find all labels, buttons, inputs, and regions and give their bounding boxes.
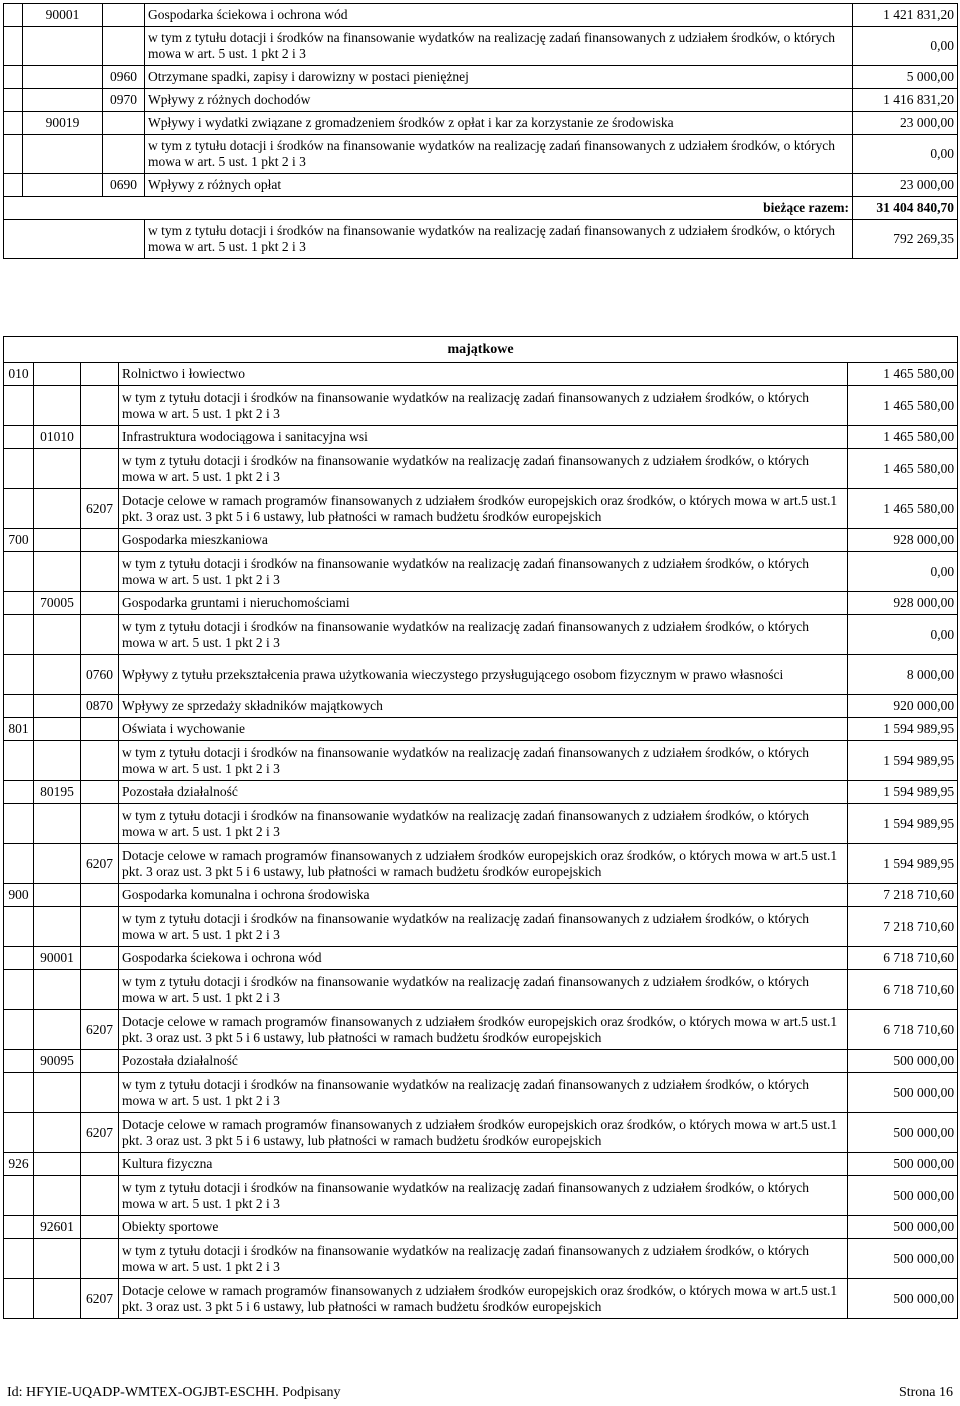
paragraph-code <box>81 884 119 907</box>
division-code <box>4 1239 34 1279</box>
item-name: Gospodarka ściekowa i ochrona wód <box>145 4 853 27</box>
chapter-code <box>34 970 81 1010</box>
chapter-code <box>34 655 81 695</box>
item-name: Oświata i wychowanie <box>119 718 848 741</box>
item-name: w tym z tytułu dotacji i środków na finansowanie wydatków na realizację zadań finansowanych z udziałem środków, o których mowa w art. 5 ust. 1 pkt 2 i 3 <box>119 804 848 844</box>
item-name: w tym z tytułu dotacji i środków na finansowanie wydatków na realizację zadań finansowanych z udziałem środków, o których mowa w art. 5 ust. 1 pkt 2 i 3 <box>119 1073 848 1113</box>
item-value: 928 000,00 <box>848 592 958 615</box>
table-row <box>4 1050 958 1073</box>
paragraph-code: 6207 <box>81 844 119 884</box>
paragraph-code: 0690 <box>103 174 145 197</box>
paragraph-code <box>81 615 119 655</box>
table-row <box>4 884 958 907</box>
item-value: 500 000,00 <box>848 1216 958 1239</box>
section-header: majątkowe <box>4 337 958 363</box>
item-name: w tym z tytułu dotacji i środków na finansowanie wydatków na realizację zadań finansowanych z udziałem środków, o których mowa w art. 5 ust. 1 pkt 2 i 3 <box>119 615 848 655</box>
item-name: w tym z tytułu dotacji i środków na finansowanie wydatków na realizację zadań finansowanych z udziałem środków, o których mowa w art. 5 ust. 1 pkt 2 i 3 <box>145 27 853 66</box>
division-code <box>4 615 34 655</box>
summary-note-row <box>4 220 958 259</box>
item-value: 500 000,00 <box>848 1279 958 1319</box>
table-row <box>4 66 958 89</box>
current-income-table <box>3 3 958 259</box>
paragraph-code: 6207 <box>81 489 119 529</box>
chapter-code: 90001 <box>23 4 103 27</box>
chapter-code <box>34 386 81 426</box>
paragraph-code <box>81 1216 119 1239</box>
item-name: Gospodarka ściekowa i ochrona wód <box>119 947 848 970</box>
paragraph-code <box>81 1153 119 1176</box>
item-name: w tym z tytułu dotacji i środków na finansowanie wydatków na realizację zadań finansowanych z udziałem środków, o których mowa w art. 5 ust. 1 pkt 2 i 3 <box>119 386 848 426</box>
division-code <box>4 1176 34 1216</box>
item-value: 5 000,00 <box>853 66 958 89</box>
table-row <box>4 1279 958 1319</box>
chapter-code: 90019 <box>23 112 103 135</box>
division-code <box>4 844 34 884</box>
table-row <box>4 1113 958 1153</box>
paragraph-code: 6207 <box>81 1010 119 1050</box>
division-code: 900 <box>4 884 34 907</box>
paragraph-code <box>103 27 145 66</box>
item-value: 1 594 989,95 <box>848 804 958 844</box>
item-name: Wpływy i wydatki związane z gromadzeniem środków z opłat i kar za korzystanie ze środowiska <box>145 112 853 135</box>
summary-value: 31 404 840,70 <box>853 197 958 220</box>
item-name: w tym z tytułu dotacji i środków na finansowanie wydatków na realizację zadań finansowanych z udziałem środków, o których mowa w art. 5 ust. 1 pkt 2 i 3 <box>119 552 848 592</box>
table-row <box>4 552 958 592</box>
summary-row <box>4 197 958 220</box>
table-row <box>4 907 958 947</box>
item-name: Dotacje celowe w ramach programów finansowanych z udziałem środków europejskich oraz środków, o których mowa w art.5 ust.1 pkt. 3 oraz ust. 3 pkt 5 i 6 ustawy, lub płatności w ramach budżetu środków europejskich <box>119 1279 848 1319</box>
paragraph-code <box>103 4 145 27</box>
division-cell <box>4 89 23 112</box>
item-name: Dotacje celowe w ramach programów finansowanych z udziałem środków europejskich oraz środków, o których mowa w art.5 ust.1 pkt. 3 oraz ust. 3 pkt 5 i 6 ustawy, lub płatności w ramach budżetu środków europejskich <box>119 844 848 884</box>
table-row <box>4 386 958 426</box>
chapter-code <box>34 529 81 552</box>
table-row <box>4 112 958 135</box>
table-row <box>4 1176 958 1216</box>
table-row <box>4 174 958 197</box>
table-row <box>4 27 958 66</box>
table-row <box>4 1239 958 1279</box>
item-value: 1 465 580,00 <box>848 386 958 426</box>
item-value: 500 000,00 <box>848 1113 958 1153</box>
division-code <box>4 907 34 947</box>
chapter-code <box>34 695 81 718</box>
chapter-code: 90001 <box>34 947 81 970</box>
division-code <box>4 1073 34 1113</box>
paragraph-code <box>81 363 119 386</box>
table-row <box>4 844 958 884</box>
division-code <box>4 386 34 426</box>
paragraph-code <box>81 1073 119 1113</box>
chapter-code: 01010 <box>34 426 81 449</box>
item-name: Otrzymane spadki, zapisy i darowizny w postaci pieniężnej <box>145 66 853 89</box>
table-row <box>4 718 958 741</box>
item-name: Wpływy z różnych opłat <box>145 174 853 197</box>
page-number: Strona 16 <box>898 1385 953 1400</box>
item-value: 1 465 580,00 <box>848 426 958 449</box>
item-value: 1 465 580,00 <box>848 363 958 386</box>
paragraph-code <box>81 970 119 1010</box>
chapter-code <box>34 907 81 947</box>
division-cell <box>4 112 23 135</box>
item-name: Rolnictwo i łowiectwo <box>119 363 848 386</box>
item-name: Gospodarka gruntami i nieruchomościami <box>119 592 848 615</box>
table-row <box>4 655 958 695</box>
division-code: 010 <box>4 363 34 386</box>
item-name: Dotacje celowe w ramach programów finansowanych z udziałem środków europejskich oraz środków, o których mowa w art.5 ust.1 pkt. 3 oraz ust. 3 pkt 5 i 6 ustawy, lub płatności w ramach budżetu środków europejskich <box>119 1010 848 1050</box>
item-name: Pozostała działalność <box>119 1050 848 1073</box>
table-row <box>4 529 958 552</box>
item-name: w tym z tytułu dotacji i środków na finansowanie wydatków na realizację zadań finansowanych z udziałem środków, o których mowa w art. 5 ust. 1 pkt 2 i 3 <box>119 449 848 489</box>
division-code <box>4 1113 34 1153</box>
item-value: 920 000,00 <box>848 695 958 718</box>
chapter-code <box>34 552 81 592</box>
division-code: 926 <box>4 1153 34 1176</box>
chapter-code <box>34 741 81 781</box>
division-code: 801 <box>4 718 34 741</box>
table-row <box>4 135 958 174</box>
item-value: 928 000,00 <box>848 529 958 552</box>
division-code <box>4 1010 34 1050</box>
paragraph-code: 0760 <box>81 655 119 695</box>
table-row <box>4 426 958 449</box>
item-value: 500 000,00 <box>848 1073 958 1113</box>
item-value: 0,00 <box>853 135 958 174</box>
table-row <box>4 449 958 489</box>
item-value: 1 594 989,95 <box>848 718 958 741</box>
division-code <box>4 655 34 695</box>
item-value: 8 000,00 <box>848 655 958 695</box>
paragraph-code: 0970 <box>103 89 145 112</box>
item-name: w tym z tytułu dotacji i środków na finansowanie wydatków na realizację zadań finansowanych z udziałem środków, o których mowa w art. 5 ust. 1 pkt 2 i 3 <box>145 135 853 174</box>
item-name: Dotacje celowe w ramach programów finansowanych z udziałem środków europejskich oraz środków, o których mowa w art.5 ust.1 pkt. 3 oraz ust. 3 pkt 5 i 6 ustawy, lub płatności w ramach budżetu środków europejskich <box>119 1113 848 1153</box>
item-value: 500 000,00 <box>848 1176 958 1216</box>
division-code <box>4 970 34 1010</box>
paragraph-code: 0960 <box>103 66 145 89</box>
paragraph-code <box>81 907 119 947</box>
summary-note-value: 792 269,35 <box>853 220 958 259</box>
table-row <box>4 970 958 1010</box>
chapter-code <box>23 66 103 89</box>
item-name: Wpływy z tytułu przekształcenia prawa użytkowania wieczystego przysługującego osobom fizycznym w prawo własności <box>119 655 848 695</box>
item-value: 0,00 <box>848 615 958 655</box>
division-cell <box>4 27 23 66</box>
chapter-code: 80195 <box>34 781 81 804</box>
item-value: 6 718 710,60 <box>848 947 958 970</box>
chapter-code <box>23 174 103 197</box>
chapter-code <box>34 884 81 907</box>
item-name: Gospodarka mieszkaniowa <box>119 529 848 552</box>
paragraph-code <box>103 112 145 135</box>
item-name: Obiekty sportowe <box>119 1216 848 1239</box>
paragraph-code <box>81 947 119 970</box>
chapter-code <box>34 1010 81 1050</box>
paragraph-code <box>81 529 119 552</box>
item-value: 0,00 <box>848 552 958 592</box>
item-value: 23 000,00 <box>853 112 958 135</box>
chapter-code <box>34 1279 81 1319</box>
item-value: 1 465 580,00 <box>848 489 958 529</box>
chapter-code <box>34 1176 81 1216</box>
table-row <box>4 1216 958 1239</box>
paragraph-code <box>81 552 119 592</box>
property-income-table <box>3 336 958 1319</box>
blank-cell <box>4 220 145 259</box>
item-name: w tym z tytułu dotacji i środków na finansowanie wydatków na realizację zadań finansowanych z udziałem środków, o których mowa w art. 5 ust. 1 pkt 2 i 3 <box>119 1176 848 1216</box>
paragraph-code <box>81 386 119 426</box>
table-row <box>4 615 958 655</box>
paragraph-code <box>81 449 119 489</box>
division-code <box>4 592 34 615</box>
summary-note: w tym z tytułu dotacji i środków na finansowanie wydatków na realizację zadań finansowanych z udziałem środków, o których mowa w art. 5 ust. 1 pkt 2 i 3 <box>145 220 853 259</box>
summary-label: bieżące razem: <box>4 197 853 220</box>
division-code <box>4 449 34 489</box>
chapter-code <box>34 615 81 655</box>
division-cell <box>4 66 23 89</box>
item-value: 7 218 710,60 <box>848 884 958 907</box>
table-row <box>4 1010 958 1050</box>
table-row <box>4 695 958 718</box>
table-row <box>4 947 958 970</box>
division-code <box>4 947 34 970</box>
item-value: 1 594 989,95 <box>848 844 958 884</box>
chapter-code <box>23 27 103 66</box>
table-row <box>4 592 958 615</box>
item-name: Wpływy ze sprzedaży składników majątkowych <box>119 695 848 718</box>
division-code <box>4 804 34 844</box>
table-row <box>4 1073 958 1113</box>
division-cell <box>4 4 23 27</box>
paragraph-code <box>81 426 119 449</box>
division-code <box>4 1279 34 1319</box>
item-value: 23 000,00 <box>853 174 958 197</box>
item-name: w tym z tytułu dotacji i środków na finansowanie wydatków na realizację zadań finansowanych z udziałem środków, o których mowa w art. 5 ust. 1 pkt 2 i 3 <box>119 970 848 1010</box>
table-row <box>4 489 958 529</box>
chapter-code <box>23 89 103 112</box>
paragraph-code <box>81 592 119 615</box>
document-id: Id: HFYIE-UQADP-WMTEX-OGJBT-ESCHH. Podpisany <box>7 1385 341 1400</box>
paragraph-code <box>81 1050 119 1073</box>
paragraph-code: 6207 <box>81 1279 119 1319</box>
item-value: 0,00 <box>853 27 958 66</box>
paragraph-code <box>81 804 119 844</box>
paragraph-code <box>81 1239 119 1279</box>
item-value: 1 416 831,20 <box>853 89 958 112</box>
paragraph-code: 6207 <box>81 1113 119 1153</box>
item-name: w tym z tytułu dotacji i środków na finansowanie wydatków na realizację zadań finansowanych z udziałem środków, o których mowa w art. 5 ust. 1 pkt 2 i 3 <box>119 1239 848 1279</box>
chapter-code <box>34 1113 81 1153</box>
item-value: 500 000,00 <box>848 1239 958 1279</box>
item-name: Wpływy z różnych dochodów <box>145 89 853 112</box>
paragraph-code <box>81 1176 119 1216</box>
division-code <box>4 552 34 592</box>
division-cell <box>4 135 23 174</box>
chapter-code: 70005 <box>34 592 81 615</box>
chapter-code <box>34 1153 81 1176</box>
chapter-code <box>34 844 81 884</box>
division-code: 700 <box>4 529 34 552</box>
division-code <box>4 1050 34 1073</box>
table-row <box>4 363 958 386</box>
division-code <box>4 1216 34 1239</box>
item-name: w tym z tytułu dotacji i środków na finansowanie wydatków na realizację zadań finansowanych z udziałem środków, o których mowa w art. 5 ust. 1 pkt 2 i 3 <box>119 907 848 947</box>
chapter-code: 90095 <box>34 1050 81 1073</box>
division-code <box>4 426 34 449</box>
chapter-code <box>34 449 81 489</box>
item-value: 7 218 710,60 <box>848 907 958 947</box>
division-cell <box>4 174 23 197</box>
item-name: Gospodarka komunalna i ochrona środowiska <box>119 884 848 907</box>
item-name: w tym z tytułu dotacji i środków na finansowanie wydatków na realizację zadań finansowanych z udziałem środków, o których mowa w art. 5 ust. 1 pkt 2 i 3 <box>119 741 848 781</box>
table-row <box>4 1153 958 1176</box>
item-value: 500 000,00 <box>848 1153 958 1176</box>
item-value: 6 718 710,60 <box>848 970 958 1010</box>
table-row <box>4 781 958 804</box>
division-code <box>4 489 34 529</box>
paragraph-code <box>81 718 119 741</box>
item-value: 1 594 989,95 <box>848 741 958 781</box>
chapter-code <box>23 135 103 174</box>
chapter-code <box>34 718 81 741</box>
paragraph-code <box>103 135 145 174</box>
chapter-code <box>34 363 81 386</box>
item-name: Kultura fizyczna <box>119 1153 848 1176</box>
chapter-code <box>34 1073 81 1113</box>
chapter-code <box>34 489 81 529</box>
paragraph-code <box>81 741 119 781</box>
chapter-code <box>34 804 81 844</box>
table-row <box>4 4 958 27</box>
chapter-code: 92601 <box>34 1216 81 1239</box>
table-row <box>4 741 958 781</box>
chapter-code <box>34 1239 81 1279</box>
item-value: 500 000,00 <box>848 1050 958 1073</box>
item-name: Dotacje celowe w ramach programów finansowanych z udziałem środków europejskich oraz środków, o których mowa w art.5 ust.1 pkt. 3 oraz ust. 3 pkt 5 i 6 ustawy, lub płatności w ramach budżetu środków europejskich <box>119 489 848 529</box>
item-value: 6 718 710,60 <box>848 1010 958 1050</box>
table-row <box>4 89 958 112</box>
item-value: 1 465 580,00 <box>848 449 958 489</box>
table-row <box>4 804 958 844</box>
item-value: 1 421 831,20 <box>853 4 958 27</box>
item-name: Pozostała działalność <box>119 781 848 804</box>
division-code <box>4 741 34 781</box>
item-value: 1 594 989,95 <box>848 781 958 804</box>
paragraph-code: 0870 <box>81 695 119 718</box>
paragraph-code <box>81 781 119 804</box>
item-name: Infrastruktura wodociągowa i sanitacyjna wsi <box>119 426 848 449</box>
division-code <box>4 781 34 804</box>
division-code <box>4 695 34 718</box>
